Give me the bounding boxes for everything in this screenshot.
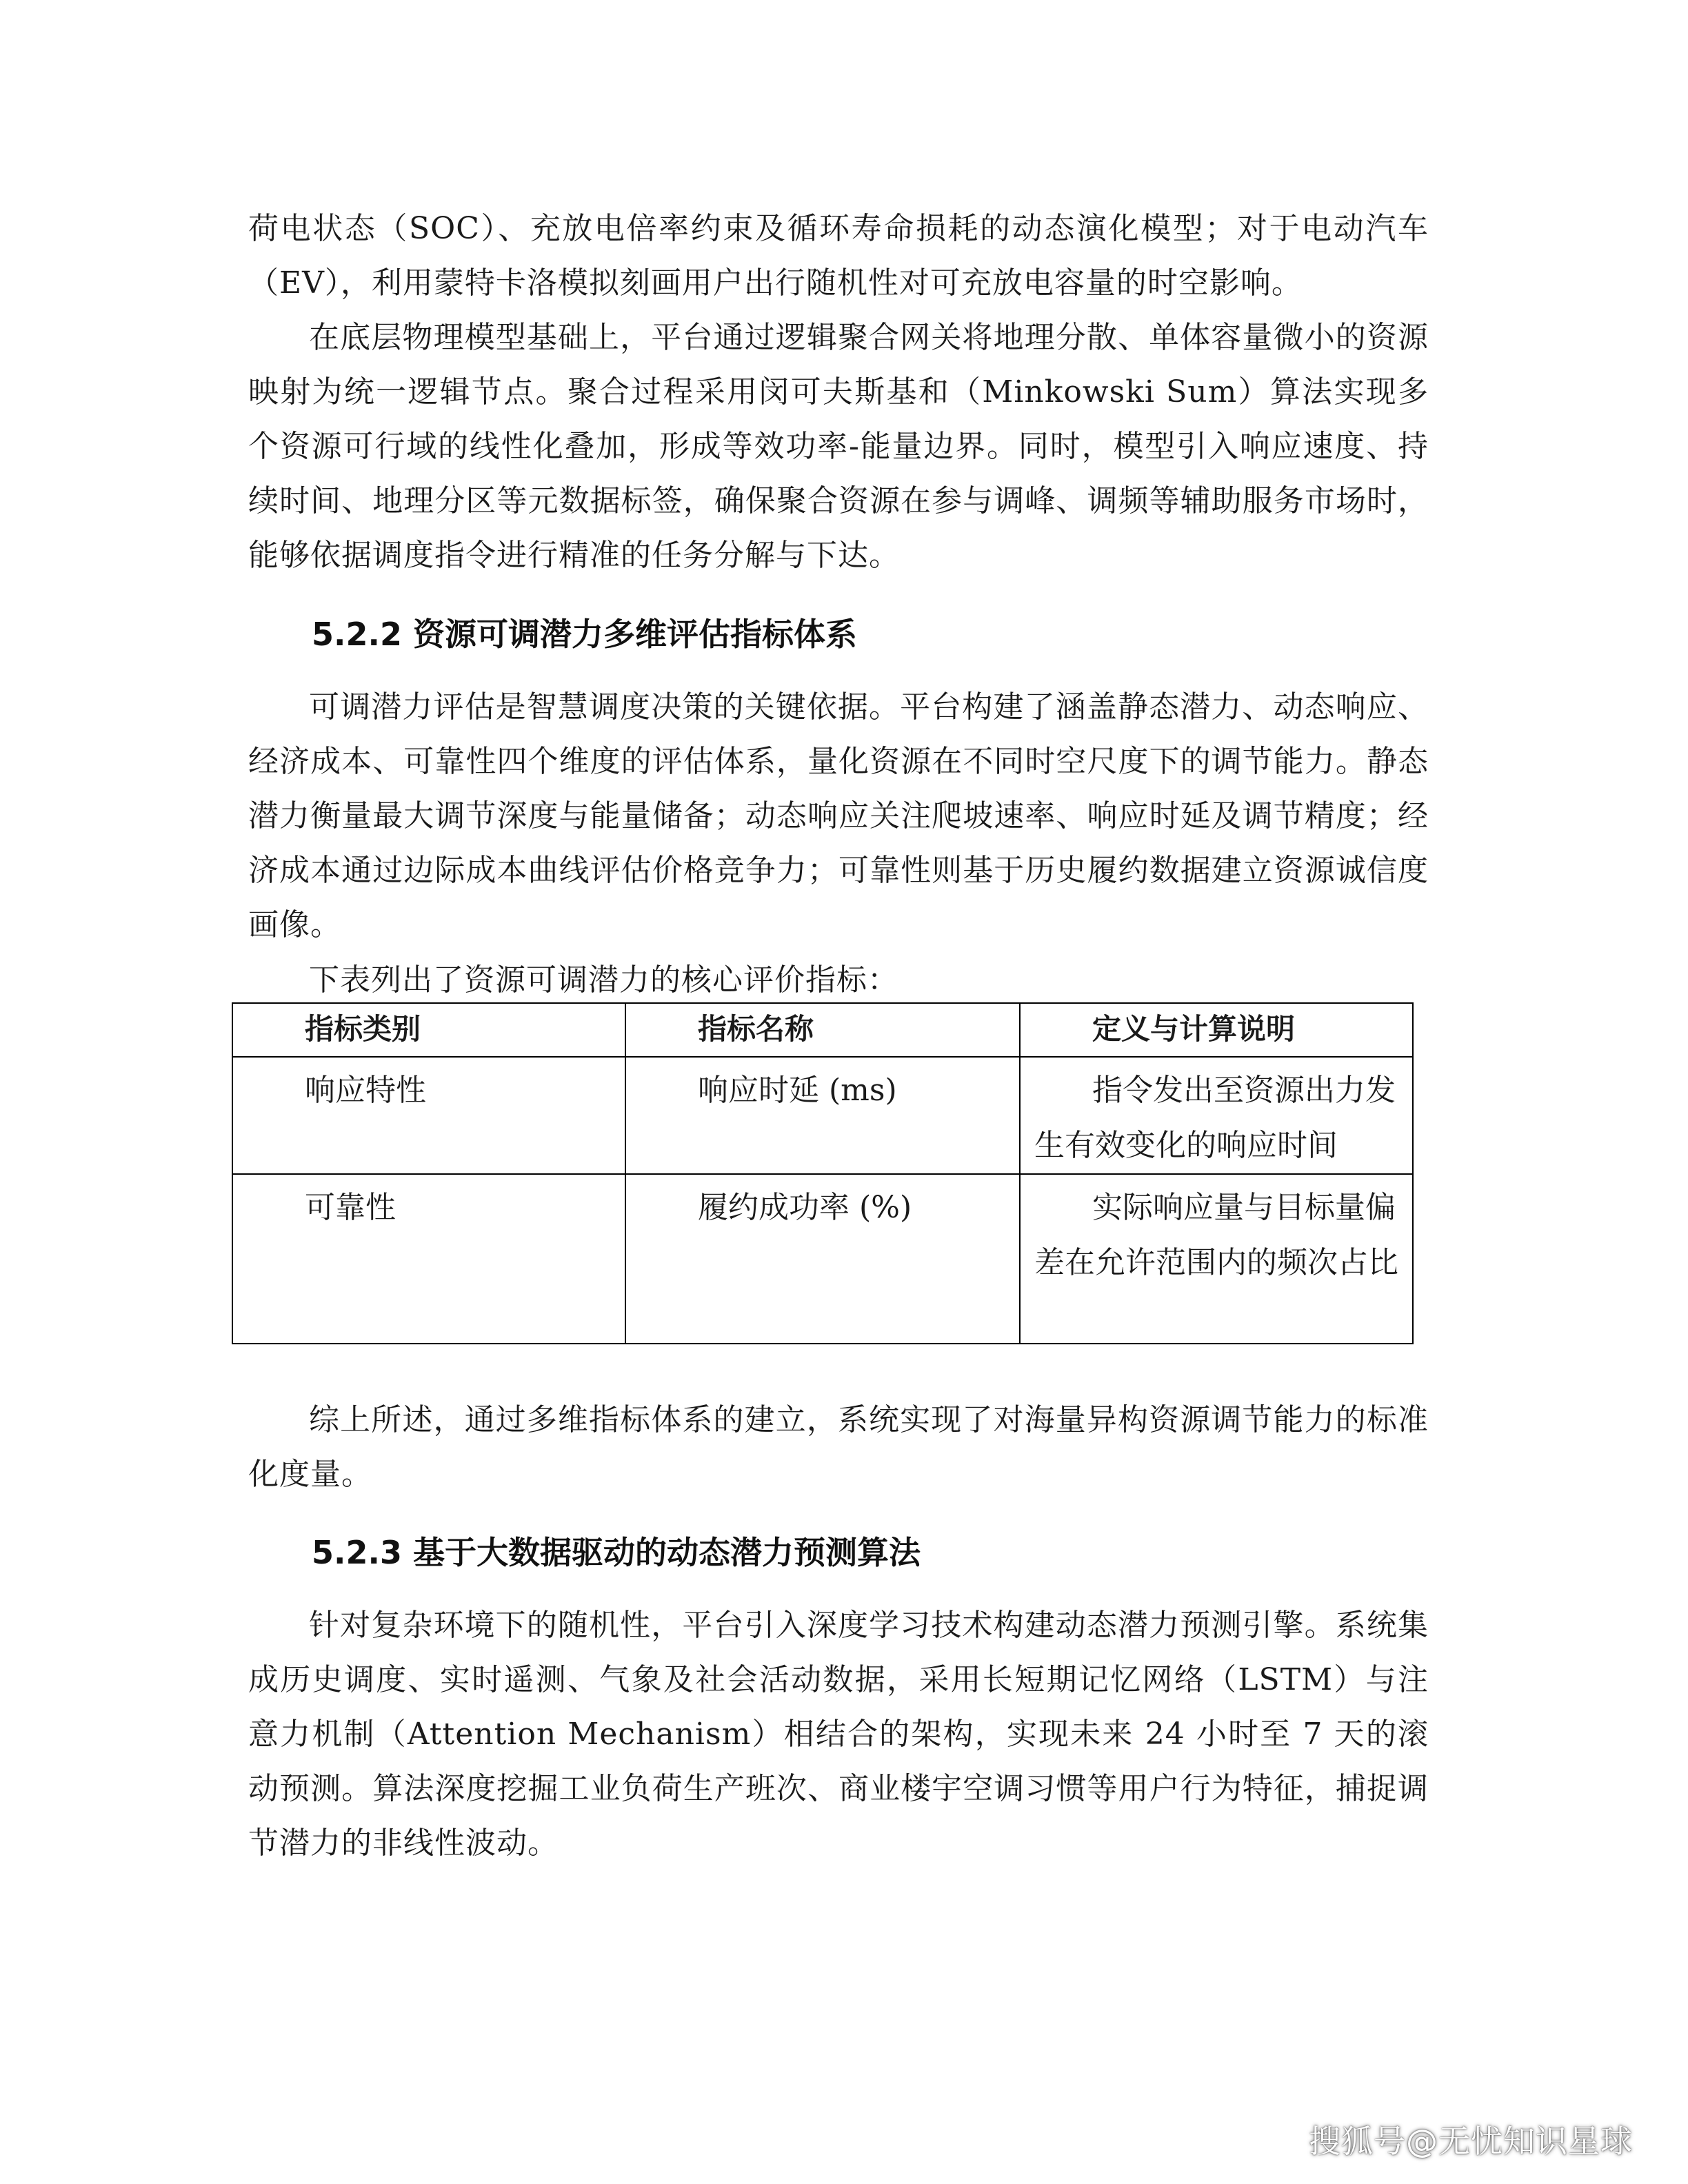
- section-heading-5-2-3: 5.2.3 基于大数据驱动的动态潜力预测算法: [312, 1534, 921, 1571]
- table-row: [232, 1174, 1413, 1344]
- paragraph-aggregation: 在底层物理模型基础上，平台通过逻辑聚合网关将地理分散、单体容量微小的资源映射为统一逻辑节点。聚合过程采用闵可夫斯基和（Minkowski Sum）算法实现多个资源可行域的线性化叠加，形成等效功率-能量边界。同时，模型引入响应速度、持续时间、地理分区等元数据标签，确保聚合资源在参与调峰、调频等辅助服务市场时，能够依据调度指令进行精准的任务分解与下达。: [248, 320, 1429, 573]
- section-heading-5-2-2: 5.2.2 资源可调潜力多维评估指标体系: [312, 616, 857, 653]
- table-caption: 下表列出了资源可调潜力的核心评价指标：: [309, 962, 898, 998]
- paragraph-prediction-algorithm: 针对复杂环境下的随机性，平台引入深度学习技术构建动态潜力预测引擎。系统集成历史调度、实时遥测、气象及社会活动数据，采用长短期记忆网络（LSTM）与注意力机制（Attention Mechanism）相结合的架构，实现未来 24 小时至 7 天的滚动预测。算法深度挖掘工业负荷生产班次、商业楼宇空调习惯等用户行为特征，捕捉调节潜力的非线性波动。: [248, 1608, 1429, 1861]
- cell-category: 可靠性: [232, 1174, 625, 1344]
- header-metric-name: 指标名称: [625, 1003, 1020, 1057]
- table-row: [232, 1057, 1413, 1174]
- header-definition: 定义与计算说明: [1020, 1003, 1413, 1057]
- header-category: 指标类别: [232, 1003, 625, 1057]
- watermark-text: 搜狐号@无忧知识星球: [1309, 2123, 1633, 2160]
- cell-definition: 指令发出至资源出力发生有效变化的响应时间: [1020, 1057, 1413, 1174]
- cell-metric-name: 履约成功率 (%): [625, 1174, 1020, 1344]
- metrics-table: [232, 1002, 1414, 1344]
- paragraph-potential-assessment: 可调潜力评估是智慧调度决策的关键依据。平台构建了涵盖静态潜力、动态响应、经济成本、可靠性四个维度的评估体系，量化资源在不同时空尺度下的调节能力。静态潜力衡量最大调节深度与能量储备；动态响应关注爬坡速率、响应时延及调节精度；经济成本通过边际成本曲线评估价格竞争力；可靠性则基于历史履约数据建立资源诚信度画像。: [248, 689, 1429, 942]
- table-header-row: [232, 1003, 1413, 1057]
- cell-metric-name: 响应时延 (ms): [625, 1057, 1020, 1174]
- paragraph-soc-ev: 荷电状态（SOC）、充放电倍率约束及循环寿命损耗的动态演化模型；对于电动汽车（EV），利用蒙特卡洛模拟刻画用户出行随机性对可充放电容量的时空影响。: [248, 211, 1429, 301]
- cell-definition: 实际响应量与目标量偏差在允许范围内的频次占比: [1020, 1174, 1413, 1344]
- cell-category: 响应特性: [232, 1057, 625, 1174]
- paragraph-summary: 综上所述，通过多维指标体系的建立，系统实现了对海量异构资源调节能力的标准化度量。: [248, 1402, 1429, 1492]
